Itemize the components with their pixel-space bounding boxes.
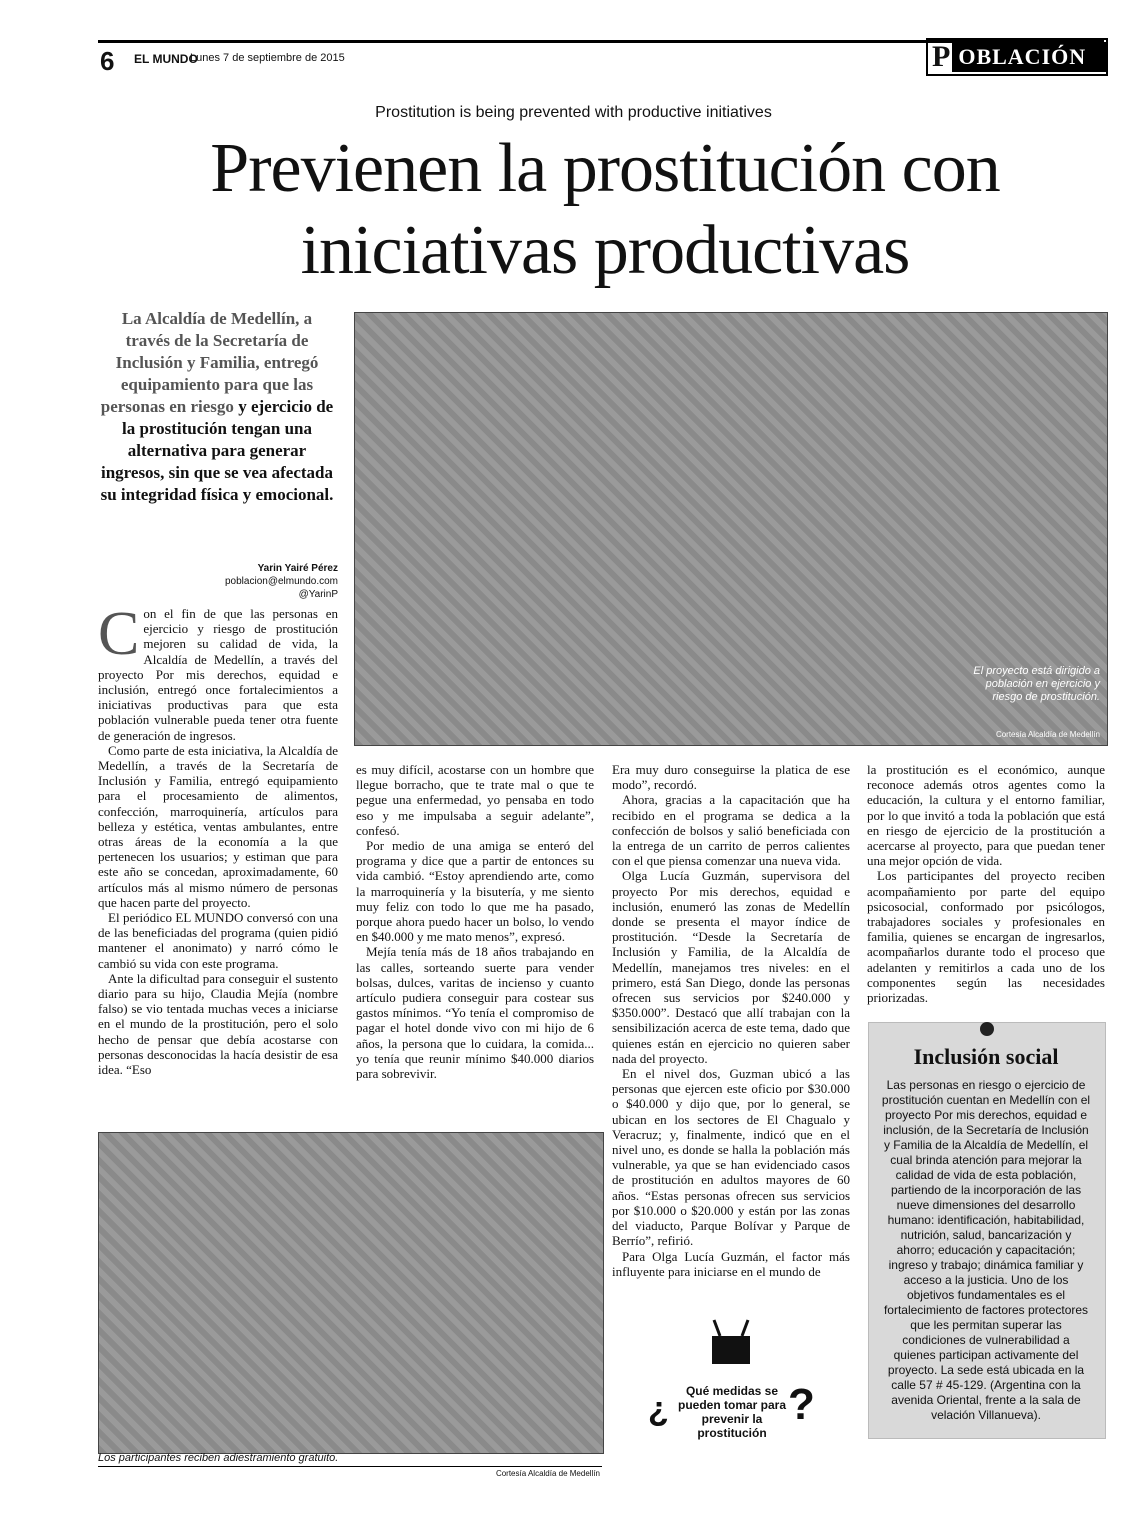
byline: [98, 562, 338, 601]
question-mark-close: ?: [788, 1380, 815, 1429]
section-label: [926, 38, 1108, 76]
article-column-3: [612, 762, 850, 1279]
issue-date: Lunes 7 de septiembre de 2015: [190, 52, 345, 64]
article-column-4: [867, 762, 1105, 1005]
lead-rest: y ejercicio de la prostitución tengan una alternativa para generar ingresos, sin que se vea afectada su integridad física y emocional.: [100, 397, 334, 504]
article-column-2: [356, 762, 594, 1081]
paragraph: Mejía tenía más de 18 años trabajando en las calles, sorteando suerte para vender bolsas, dulces, varitas de incienso y cuanto artículo pudiera conseguir para costear sus gastos mínimos. “Yo tenía el compromiso de pagar el hotel donde vivo con mi hijo de 6 años, la persona que lo cuidara, la comida... yo tenía que reunir mínimo $40.000 diarios para sobrevivir.: [356, 944, 594, 1082]
page-number: 6: [100, 46, 115, 76]
paragraph: la prostitución es el económico, aunque reconoce además otros agentes como la educación, la cultura y el entorno familiar, por lo que invitó a toda la población que está en riesgo de ejercicio de la prostitución a acercarse al proyecto, para que puedan tener una mejor opción de vida.: [867, 762, 1105, 869]
binder-clip-icon: [706, 1318, 756, 1368]
question-box: Qué medidas se pueden tomar para prevenir la prostitución: [677, 1384, 787, 1440]
paragraph: Como parte de esta iniciativa, la Alcaldía de Medellín, a través de la Secretaría de Inclusión y Familia, entregó equipamiento para el procesamiento de alimentos, confección, marroquinería, artículos para belleza y estética, ventas ambulantes, entre otras áreas de la economía a la que pertenecen los usuarios; y estiman que para este año se concedan, aproximadamente, 60 artículos más al mismo número de personas que hacen parte del proyecto.: [98, 742, 338, 910]
kicker: Prostitution is being prevented with productive initiatives: [375, 104, 772, 121]
paragraph: on el fin de que las personas en ejercicio y riesgo de prostitución mejoren su calidad de vida, la Alcaldía de Medellín, a través del proyecto Por mis derechos, equidad e inclusión, entregó once fortalecimientos a iniciativas productivas para que esta población vulnerable pueda tener otra fuente de generación de ingresos.: [98, 606, 338, 743]
paragraph: Era muy duro conseguirse la platica de ese modo”, recordó.: [612, 762, 850, 793]
paragraph: Los participantes del proyecto reciben acompañamiento por parte del equipo psicosocial, conformado por psicólogos, trabajadores sociales y profesionales en familia, quienes se encargan de ingresarlos, acompañarlos durante todo el proceso que adelanten y remitirlos a cada uno de los componentes según las necesidades priorizadas.: [867, 868, 1105, 1006]
paragraph: Para Olga Lucía Guzmán, el factor más influyente para iniciarse en el mundo de: [612, 1248, 850, 1279]
paragraph: El periódico EL MUNDO conversó con una de las beneficiadas del programa (quien pidió mantener el anonimato) y narró cómo le cambió su vida con este programa.: [98, 910, 338, 971]
lead-paragraph: [98, 308, 336, 506]
paragraph: Olga Lucía Guzmán, supervisora del proyecto Por mis derechos, equidad e inclusión, enumeró las zonas de Medellín donde se presenta el mayor índice de prostitución. “Desde la Secretaría de Inclusión y Familia, de la Alcaldía de Medellín, manejamos tres niveles: en el primero, está San Diego, donde las personas ofrecen sus servicios por $240.000 y $350.000”. Destacó que allí trabajan con la sensibilización acerca de este tema, dado que quienes están en ejercicio no quieren saber nada del proyecto.: [612, 868, 850, 1066]
paragraph: Por medio de una amiga se enteró del programa y dice que a partir de entonces su vida cambió. “Estoy aprendiendo arte, como la marroquinería y la bisutería, y me siento muy feliz con todo lo que me ha pasado, porque ahora puedo hacer un bolso, lo vendo en $40.000 y me mato menos”, expresó.: [356, 838, 594, 945]
sidebar-title: Inclusión social: [913, 1044, 1059, 1069]
main-photo-caption: El proyecto está dirigido a población en ejercicio y riesgo de prostitución.: [973, 665, 1100, 703]
lead-highlight: La Alcaldía de Medellín, a través de la Secretaría de Inclusión y Familia, entregó equipamiento para que las personas en riesgo: [100, 309, 319, 416]
byline-author: Yarin Yairé Pérez: [257, 563, 338, 574]
paragraph: Ante la dificultad para conseguir el sustento diario para su hijo, Claudia Mejía (nombre falso) se vio tentada muchas veces a iniciarse en el mundo de la prostitución, pero el solo hecho de pensar que debía acostarse con personas desconocidas la hacía desistir de esa idea. “Eso: [98, 970, 338, 1078]
paragraph: En el nivel dos, Guzman ubicó a las personas que ejercen este oficio por $30.000 o $40.000 y dijo que, por lo general, se ubican en los sectores de El Chagualo y Veracruz; y, finalmente, indicó que en el nivel uno, es donde se halla la población más vulnerable, ya que se han evidenciado casos de prostitución en adultos mayores de 60 años. “Estas personas ofrecen sus servicios por $10.000 o $20.000 y están por las zonas del viaducto, Parque Bolívar y Parque de Berrío”, refirió.: [612, 1066, 850, 1249]
main-photo-credit: Cortesía Alcaldía de Medellín: [995, 730, 1100, 739]
byline-email: poblacion@elmundo.com: [225, 576, 338, 587]
paper-name: EL MUNDO: [134, 52, 198, 66]
secondary-photo-caption: Los participantes reciben adiestramiento gratuito.: [98, 1452, 602, 1467]
section-initial: P: [932, 40, 951, 73]
sidebar-text: Las personas en riesgo o ejercicio de prostitución cuentan en Medellín con el proyecto Por mis derechos, equidad e inclusión, de la Secretaría de Inclusión y Familia de la Alcaldía de Medellín, el cual brinda atención para mejorar la calidad de vida de esta población, partiendo de la incorporación de las nueve dimensiones del desarrollo humano: identificación, habitabilidad, nutrición, salud, bancarización y ahorro; educación y capacitación; ingreso y trabajo; dinámica familiar y acceso a la justicia. Uno de los objetivos fundamentales es el fortalecimiento de factores protectores que les permitan superar las condiciones de vulnerabilidad a quienes participan activamente del proyecto. La sede está ubicada en la calle 57 # 45-129. (Argentina con la avenida Oriental, frente a la sala de velación Villanueva).: [881, 1078, 1091, 1422]
secondary-photo: [98, 1132, 604, 1454]
drop-cap: C: [98, 600, 140, 668]
byline-twitter: @YarinP: [298, 589, 338, 600]
paragraph: Ahora, gracias a la capacitación que ha recibido en el programa se dedica a la confección de bolsos y salió beneficiada con la entrega de un carrito de perros calientes con el que piensa comenzar una nueva vida.: [612, 792, 850, 869]
bullet-dot-icon: [980, 1022, 994, 1036]
question-mark-open: ¿: [648, 1390, 669, 1428]
secondary-photo-credit: Cortesía Alcaldía de Medellín: [495, 1469, 600, 1478]
article-column-1: [98, 600, 338, 1078]
headline: Previenen la prostitución con iniciativas productivas: [210, 130, 1000, 289]
section-name: OBLACIÓN: [952, 42, 1106, 72]
paragraph: es muy difícil, acostarse con un hombre que llegue borracho, que te trate mal o que te pegue una enfermedad, yo pensaba en todo eso y me impulsaba a seguir adelante”, confesó.: [356, 762, 594, 838]
